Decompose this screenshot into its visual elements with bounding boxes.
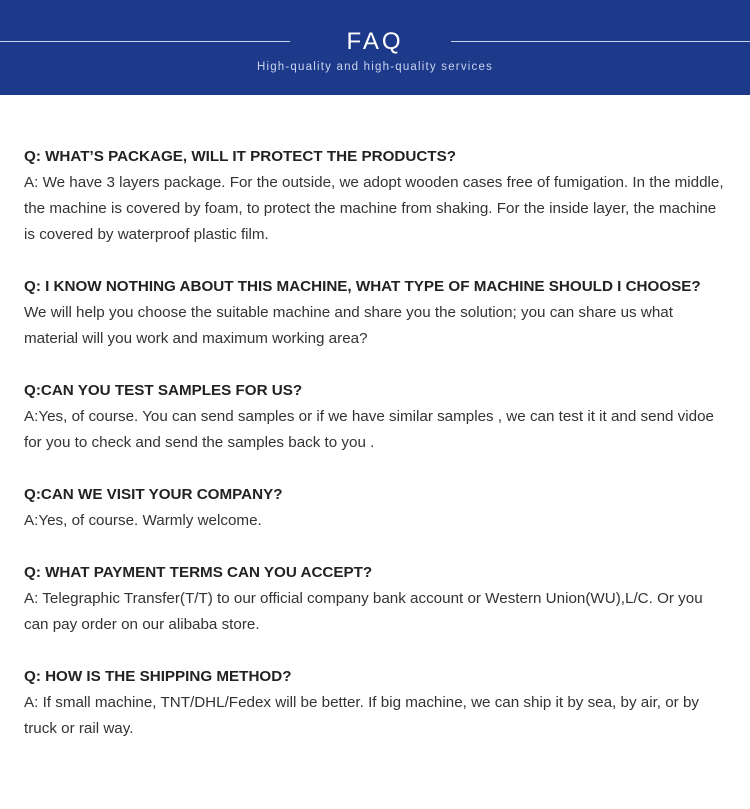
faq-list [24,144,730,768]
faq-answer: A:Yes, of course. You can send samples or if we have similar samples , we can test it it and send vidoe for you to check and send the samples back to you . [24,408,714,451]
faq-item-payment-terms [24,560,730,638]
faq-question: Q: I KNOW NOTHING ABOUT THIS MACHINE, WHAT TYPE OF MACHINE SHOULD I CHOOSE? [24,278,701,295]
faq-question: Q: WHAT PAYMENT TERMS CAN YOU ACCEPT? [24,564,373,581]
faq-question: Q:CAN YOU TEST SAMPLES FOR US? [24,382,303,399]
faq-item-visit-company [24,482,730,534]
faq-item-package [24,144,730,248]
faq-item-test-samples [24,378,730,456]
faq-answer: A: If small machine, TNT/DHL/Fedex will be better. If big machine, we can ship it by sea, by air, or by truck or rail way. [24,694,700,737]
faq-question: Q: HOW IS THE SHIPPING METHOD? [24,668,292,685]
faq-answer: A: Telegraphic Transfer(T/T) to our official company bank account or Western Union(WU),L/C. Or you can pay order on our alibaba store. [24,590,703,633]
faq-answer: A:Yes, of course. Warmly welcome. [24,512,262,529]
faq-question: Q:CAN WE VISIT YOUR COMPANY? [24,486,283,503]
faq-item-shipping-method [24,664,730,742]
faq-answer: We will help you choose the suitable machine and share you the solution; you can share us what material will you work and maximum working area? [24,304,673,347]
faq-question: Q: WHAT’S PACKAGE, WILL IT PROTECT THE PRODUCTS? [24,148,456,165]
faq-answer: A: We have 3 layers package. For the outside, we adopt wooden cases free of fumigation. In the middle, the machine is covered by foam, to protect the machine from shaking. For the inside layer, the machine is covered by waterproof plastic film. [24,174,724,243]
page-subtitle: High-quality and high-quality services [256,61,494,73]
page-title: FAQ [346,28,404,55]
faq-banner [0,0,750,95]
faq-item-machine-type [24,274,730,352]
